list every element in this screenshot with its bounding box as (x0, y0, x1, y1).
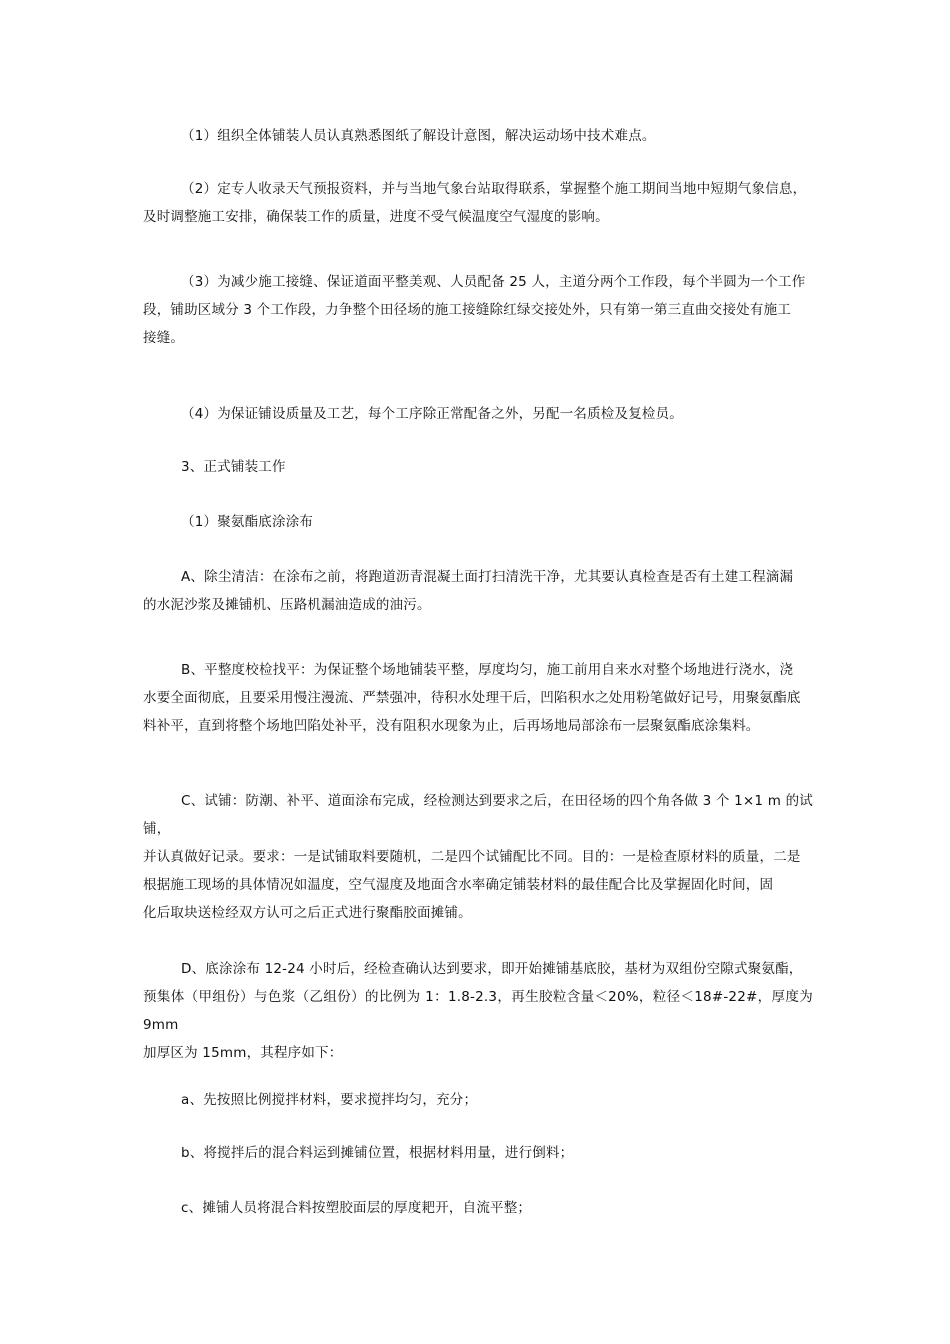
step-a (143, 1086, 813, 1114)
text-line: 3、正式铺装工作 (181, 459, 286, 475)
text-line: （2）定专人收录天气预报资料，并与当地气象台站取得联系，掌握整个施工期间当地中短期气象信息， (181, 181, 807, 197)
text-line: 化后取块送检经双方认可之后正式进行聚酯胶面摊铺。 (143, 905, 472, 921)
section-heading (143, 453, 813, 481)
text-line: 及时调整施工安排，确保装工作的质量，进度不受气候温度空气湿度的影响。 (143, 209, 609, 225)
text-line: D、底涂涂布 12-24 小时后，经检查确认达到要求，即开始摊铺基底胶，基材为双组份空隙式聚氨酯， (181, 961, 803, 977)
text-line: 的水泥沙浆及摊铺机、压路机漏油造成的油污。 (143, 597, 431, 613)
text-line: B、平整度校检找平：为保证整个场地铺装平整，厚度均匀，施工前用自来水对整个场地进行浇水，浇 (181, 662, 794, 678)
paragraph-b-level (143, 656, 813, 740)
paragraph-d-base (143, 955, 813, 1067)
text-line: 预集体（甲组份）与色浆（乙组份）的比例为 1：1.8-2.3，再生胶粒含量＜20%，粒径＜18#-22#，厚度为 9mm (143, 989, 813, 1033)
subsection-heading (143, 508, 813, 536)
paragraph-a-clean (143, 563, 813, 619)
text-line: 水要全面彻底，且要采用慢注漫流、严禁强冲，待积水处理干后，凹陷积水之处用粉笔做好记号，用聚氨酯底 (143, 690, 801, 706)
paragraph-1 (143, 122, 813, 150)
text-line: 并认真做好记录。要求：一是试铺取料要随机，二是四个试铺配比不同。目的：一是检查原材料的质量，二是 (143, 849, 801, 865)
text-line: C、试铺：防潮、补平、道面涂布完成，经检测达到要求之后，在田径场的四个角各做 3 个 1×1 m 的试铺， (143, 793, 813, 837)
text-line: （1）组织全体铺装人员认真熟悉图纸了解设计意图，解决运动场中技术难点。 (181, 128, 656, 144)
text-line: 根据施工现场的具体情况如温度，空气湿度及地面含水率确定铺装材料的最佳配合比及掌握固化时间，固 (143, 877, 774, 893)
paragraph-2 (143, 175, 813, 231)
paragraph-3 (143, 268, 813, 352)
step-b (143, 1139, 813, 1167)
text-line: （1）聚氨酯底涂涂布 (181, 514, 314, 530)
text-line: 料补平，直到将整个场地凹陷处补平，没有阻积水现象为止，后再场地局部涂布一层聚氨酯底涂集料。 (143, 718, 760, 734)
text-line: A、除尘清洁：在涂布之前，将跑道沥青混凝土面打扫清洗干净，尤其要认真检查是否有土建工程滴漏 (181, 569, 794, 585)
paragraph-4 (143, 400, 813, 428)
text-line: 段，铺助区域分 3 个工作段，力争整个田径场的施工接缝除红绿交接处外，只有第一第三直曲交接处有施工 (143, 302, 791, 318)
text-line: c、摊铺人员将混合料按塑胶面层的厚度耙开，自流平整； (181, 1200, 532, 1216)
text-line: a、先按照比例搅拌材料，要求搅拌均匀，充分； (181, 1092, 478, 1108)
text-line: （3）为减少施工接缝、保证道面平整美观、人员配备 25 人，主道分两个工作段，每个半圆为一个工作 (181, 274, 806, 290)
step-c (143, 1194, 813, 1222)
text-line: 加厚区为 15mm，其程序如下： (143, 1045, 343, 1061)
paragraph-c-trial (143, 787, 813, 927)
text-line: （4）为保证铺设质量及工艺，每个工序除正常配备之外，另配一名质检及复检员。 (181, 406, 683, 422)
text-line: 接缝。 (143, 330, 185, 346)
text-line: b、将搅拌后的混合料运到摊铺位置，根据材料用量，进行倒料； (181, 1145, 574, 1161)
